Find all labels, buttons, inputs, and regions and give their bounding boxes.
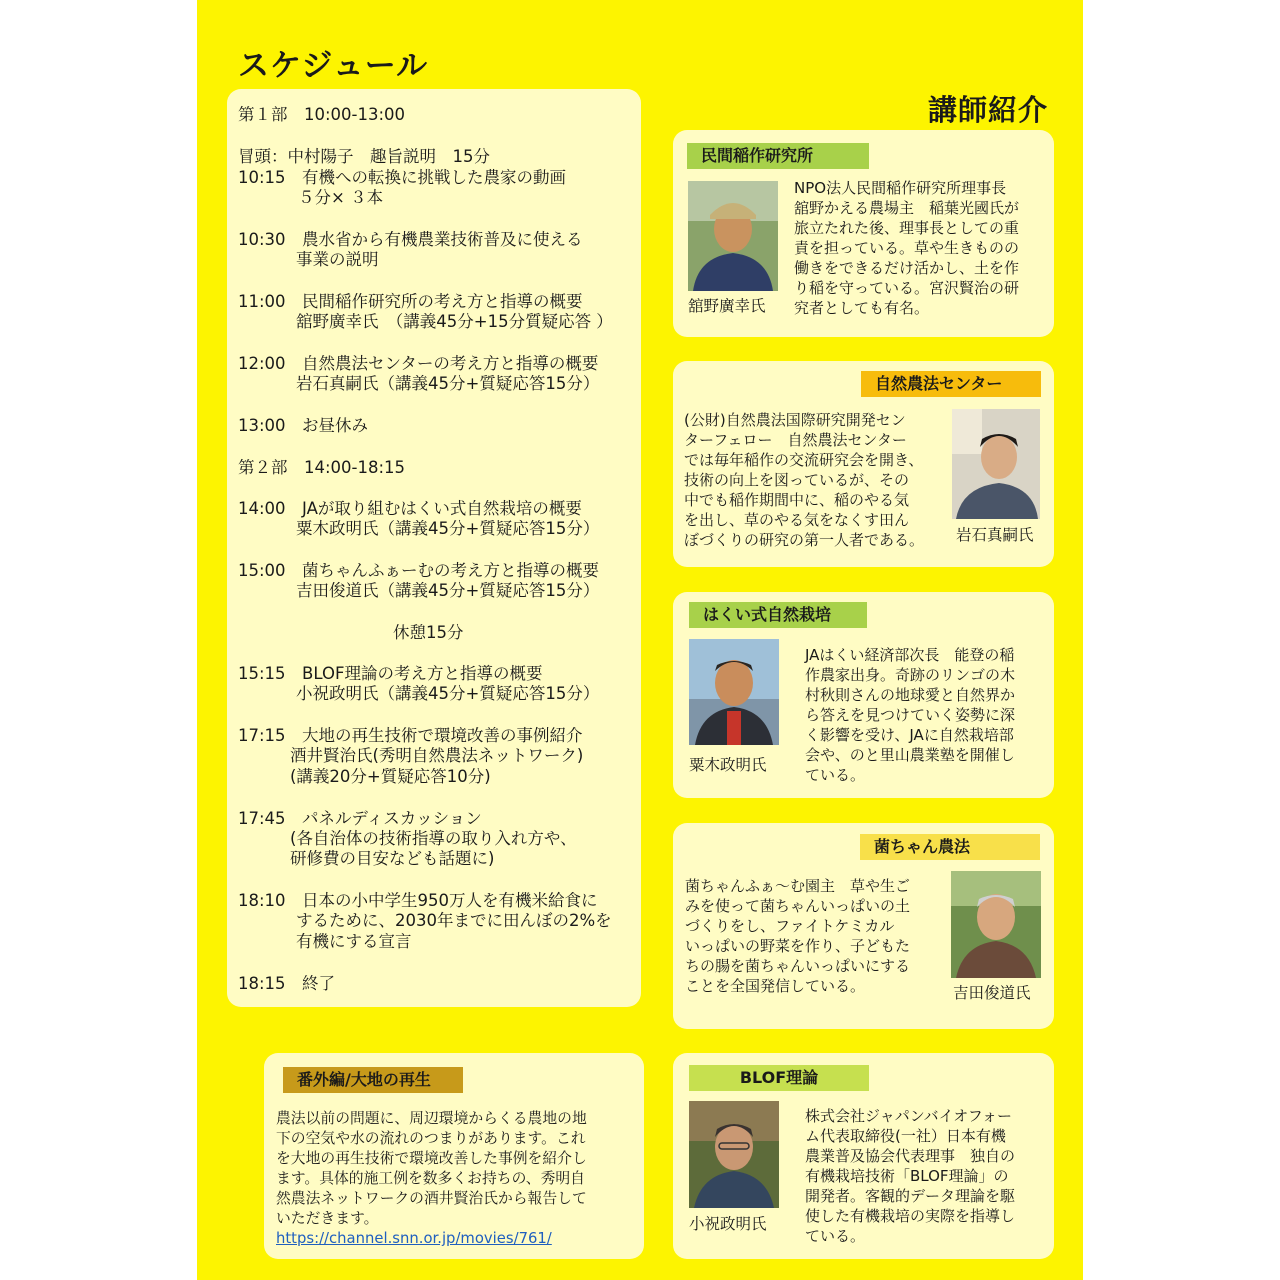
description-line: ている。	[805, 1227, 866, 1245]
speaker-photo	[689, 639, 779, 745]
description-line: 働きをできるだけ活かし、土を作	[794, 259, 1020, 277]
speaker-description	[805, 1106, 1015, 1246]
description-line: NPO法人民間稲作研究所理事長	[794, 179, 1007, 197]
description-line: 究者としても有名。	[794, 299, 930, 317]
speaker-name: 小祝政明氏	[689, 1215, 767, 1233]
schedule-line: 13:00 お昼休み	[238, 416, 369, 435]
description-line: 舘野かえる農場主 稲葉光國氏が	[794, 199, 1020, 217]
description-line: いただきます。	[276, 1210, 379, 1227]
schedule-line: 酒井賢治氏(秀明自然農法ネットワーク)	[290, 746, 584, 765]
description-line: (公財)自然農法国際研究開発セン	[684, 411, 906, 429]
schedule-line: 休憩15分	[393, 623, 464, 642]
description-line: ます。具体的施工例を数多くお持ちの、秀明自	[276, 1170, 585, 1187]
description-line: 中でも稲作期間中に、稲のやる気	[684, 491, 910, 509]
speaker-tag: BLOF理論	[689, 1065, 869, 1091]
speaker-tag: 自然農法センター	[861, 371, 1041, 397]
description-line: 農法以前の問題に、周辺環境からくる農地の地	[276, 1110, 587, 1127]
schedule-line: 12:00 自然農法センターの考え方と指導の概要	[238, 354, 599, 373]
description-line: 村秋則さんの地球愛と自然界か	[805, 686, 1016, 704]
description-line: を出し、草のやる気をなくす田ん	[684, 511, 910, 529]
description-line: 技術の向上を図っているが、その	[684, 471, 910, 489]
schedule-line: 岩石真嗣氏（講義45分+質疑応答15分）	[296, 374, 600, 393]
description-line: ぼづくりの研究の第一人者である。	[684, 531, 925, 549]
speaker-photo	[689, 1101, 779, 1208]
speaker-description	[794, 178, 1019, 318]
description-line: ことを全国発信している。	[685, 977, 866, 995]
schedule-box	[227, 89, 641, 1007]
schedule-line: (講義20分+質疑応答10分)	[290, 767, 491, 786]
schedule-line: するために、2030年までに田んぼの2%を	[296, 911, 612, 930]
schedule-line: 第２部 14:00-18:15	[238, 458, 406, 477]
speaker-tag: 菌ちゃん農法	[860, 834, 1040, 860]
schedule-line: 10:15 有機への転換に挑戦した農家の動画	[238, 168, 567, 187]
schedule-line: 17:45 パネルディスカッション	[238, 809, 482, 828]
schedule-line: 14:00 JAが取り組むはくい式自然栽培の概要	[238, 499, 582, 518]
speaker-name: 岩石真嗣氏	[956, 526, 1034, 544]
description-line: いっぱいの野菜を作り、子どもた	[685, 937, 911, 955]
description-line: ている。	[805, 766, 866, 784]
schedule-line: (各自治体の技術指導の取り入れ方や、	[290, 829, 577, 848]
description-line: 開発者。客観的データ理論を駆	[805, 1187, 1016, 1205]
schedule-line: 15:00 菌ちゃんふぁーむの考え方と指導の概要	[238, 561, 600, 580]
schedule-line: ５分× ３本	[298, 188, 384, 207]
description-line: 農業普及協会代表理事 独自の	[805, 1147, 1016, 1165]
schedule-line: 冒頭：中村陽子 趣旨説明 15分	[238, 147, 490, 166]
description-line: 責を担っている。草や生きものの	[794, 239, 1020, 257]
schedule-line: 粟木政明氏（講義45分+質疑応答15分）	[296, 519, 600, 538]
description-line: く影響を受け、JAに自然栽培部	[805, 726, 1014, 744]
schedule-line: 事業の説明	[296, 250, 379, 269]
speaker-description	[684, 410, 924, 550]
description-line: ちの腸を菌ちゃんいっぱいにする	[685, 957, 911, 975]
speaker-name: 吉田俊道氏	[953, 984, 1031, 1002]
description-line: 会や、のと里山農業塾を開催し	[805, 746, 1015, 764]
description-line: 旅立たれた後、理事長としての重	[794, 219, 1020, 237]
speaker-photo	[951, 871, 1041, 978]
schedule-line: 舘野廣幸氏 （講義45分+15分質疑応答 ）	[296, 312, 613, 331]
description-line: ム代表取締役(一社）日本有機	[805, 1127, 1006, 1145]
speaker-tag: 民間稲作研究所	[687, 143, 869, 169]
description-line: 作農家出身。奇跡のリンゴの木	[805, 666, 1016, 684]
description-line: みを使って菌ちゃんいっぱいの土	[685, 897, 911, 915]
description-line: 然農法ネットワークの酒井賢治氏から報告して	[276, 1190, 587, 1207]
schedule-line: 18:10 日本の小中学生950万人を有機米給食に	[238, 891, 598, 910]
speaker-description	[805, 645, 1015, 785]
schedule-line: 第１部 10:00-13:00	[238, 105, 406, 124]
description-line: 使した有機栽培の実際を指導し	[805, 1207, 1016, 1225]
schedule-line: 研修費の目安なども話題に)	[290, 849, 495, 868]
speaker-photo	[952, 409, 1040, 519]
schedule-line: 有機にする宣言	[296, 932, 412, 951]
description-line: 株式会社ジャパンバイオフォー	[805, 1107, 1013, 1125]
description-line: では毎年稲作の交流研究会を開き、	[684, 451, 924, 469]
description-line: ターフェロー 自然農法センター	[684, 431, 907, 449]
extra-description	[276, 1109, 587, 1249]
speaker-photo	[688, 181, 778, 291]
video-link[interactable]: https://channel.snn.or.jp/movies/761/	[276, 1230, 552, 1247]
schedule-title: スケジュール	[238, 48, 429, 84]
description-line: り稲を守っている。宮沢賢治の研	[794, 279, 1020, 297]
description-line: ら答えを見つけていく姿勢に深	[805, 706, 1016, 724]
description-line: 菌ちゃんふぁ～む園主 草や生ご	[685, 877, 911, 895]
speaker-name: 粟木政明氏	[689, 756, 767, 774]
speakers-title: 講師紹介	[928, 93, 1049, 127]
description-line: づくりをし、ファイトケミカル	[685, 917, 895, 935]
speaker-description	[685, 876, 910, 996]
description-line: JAはくい経済部次長 能登の稲	[805, 646, 1015, 664]
description-line: を大地の再生技術で環境改善した事例を紹介し	[276, 1150, 587, 1167]
schedule-line: 11:00 民間稲作研究所の考え方と指導の概要	[238, 292, 583, 311]
schedule-line: 18:15 終了	[238, 974, 336, 993]
schedule-line: 15:15 BLOF理論の考え方と指導の概要	[238, 664, 543, 683]
description-line: 下の空気や水の流れのつまりがあります。これ	[276, 1130, 586, 1147]
schedule-line: 吉田俊道氏（講義45分+質疑応答15分）	[296, 581, 600, 600]
speaker-tag: はくい式自然栽培	[689, 602, 867, 628]
speaker-name: 舘野廣幸氏	[688, 297, 766, 315]
schedule-line: 10:30 農水省から有機農業技術普及に使える	[238, 230, 583, 249]
extra-tag: 番外編/大地の再生	[283, 1067, 463, 1093]
schedule-line: 小祝政明氏（講義45分+質疑応答15分）	[296, 684, 600, 703]
schedule-line: 17:15 大地の再生技術で環境改善の事例紹介	[238, 726, 583, 745]
description-line: 有機栽培技術「BLOF理論」の	[805, 1167, 1009, 1185]
